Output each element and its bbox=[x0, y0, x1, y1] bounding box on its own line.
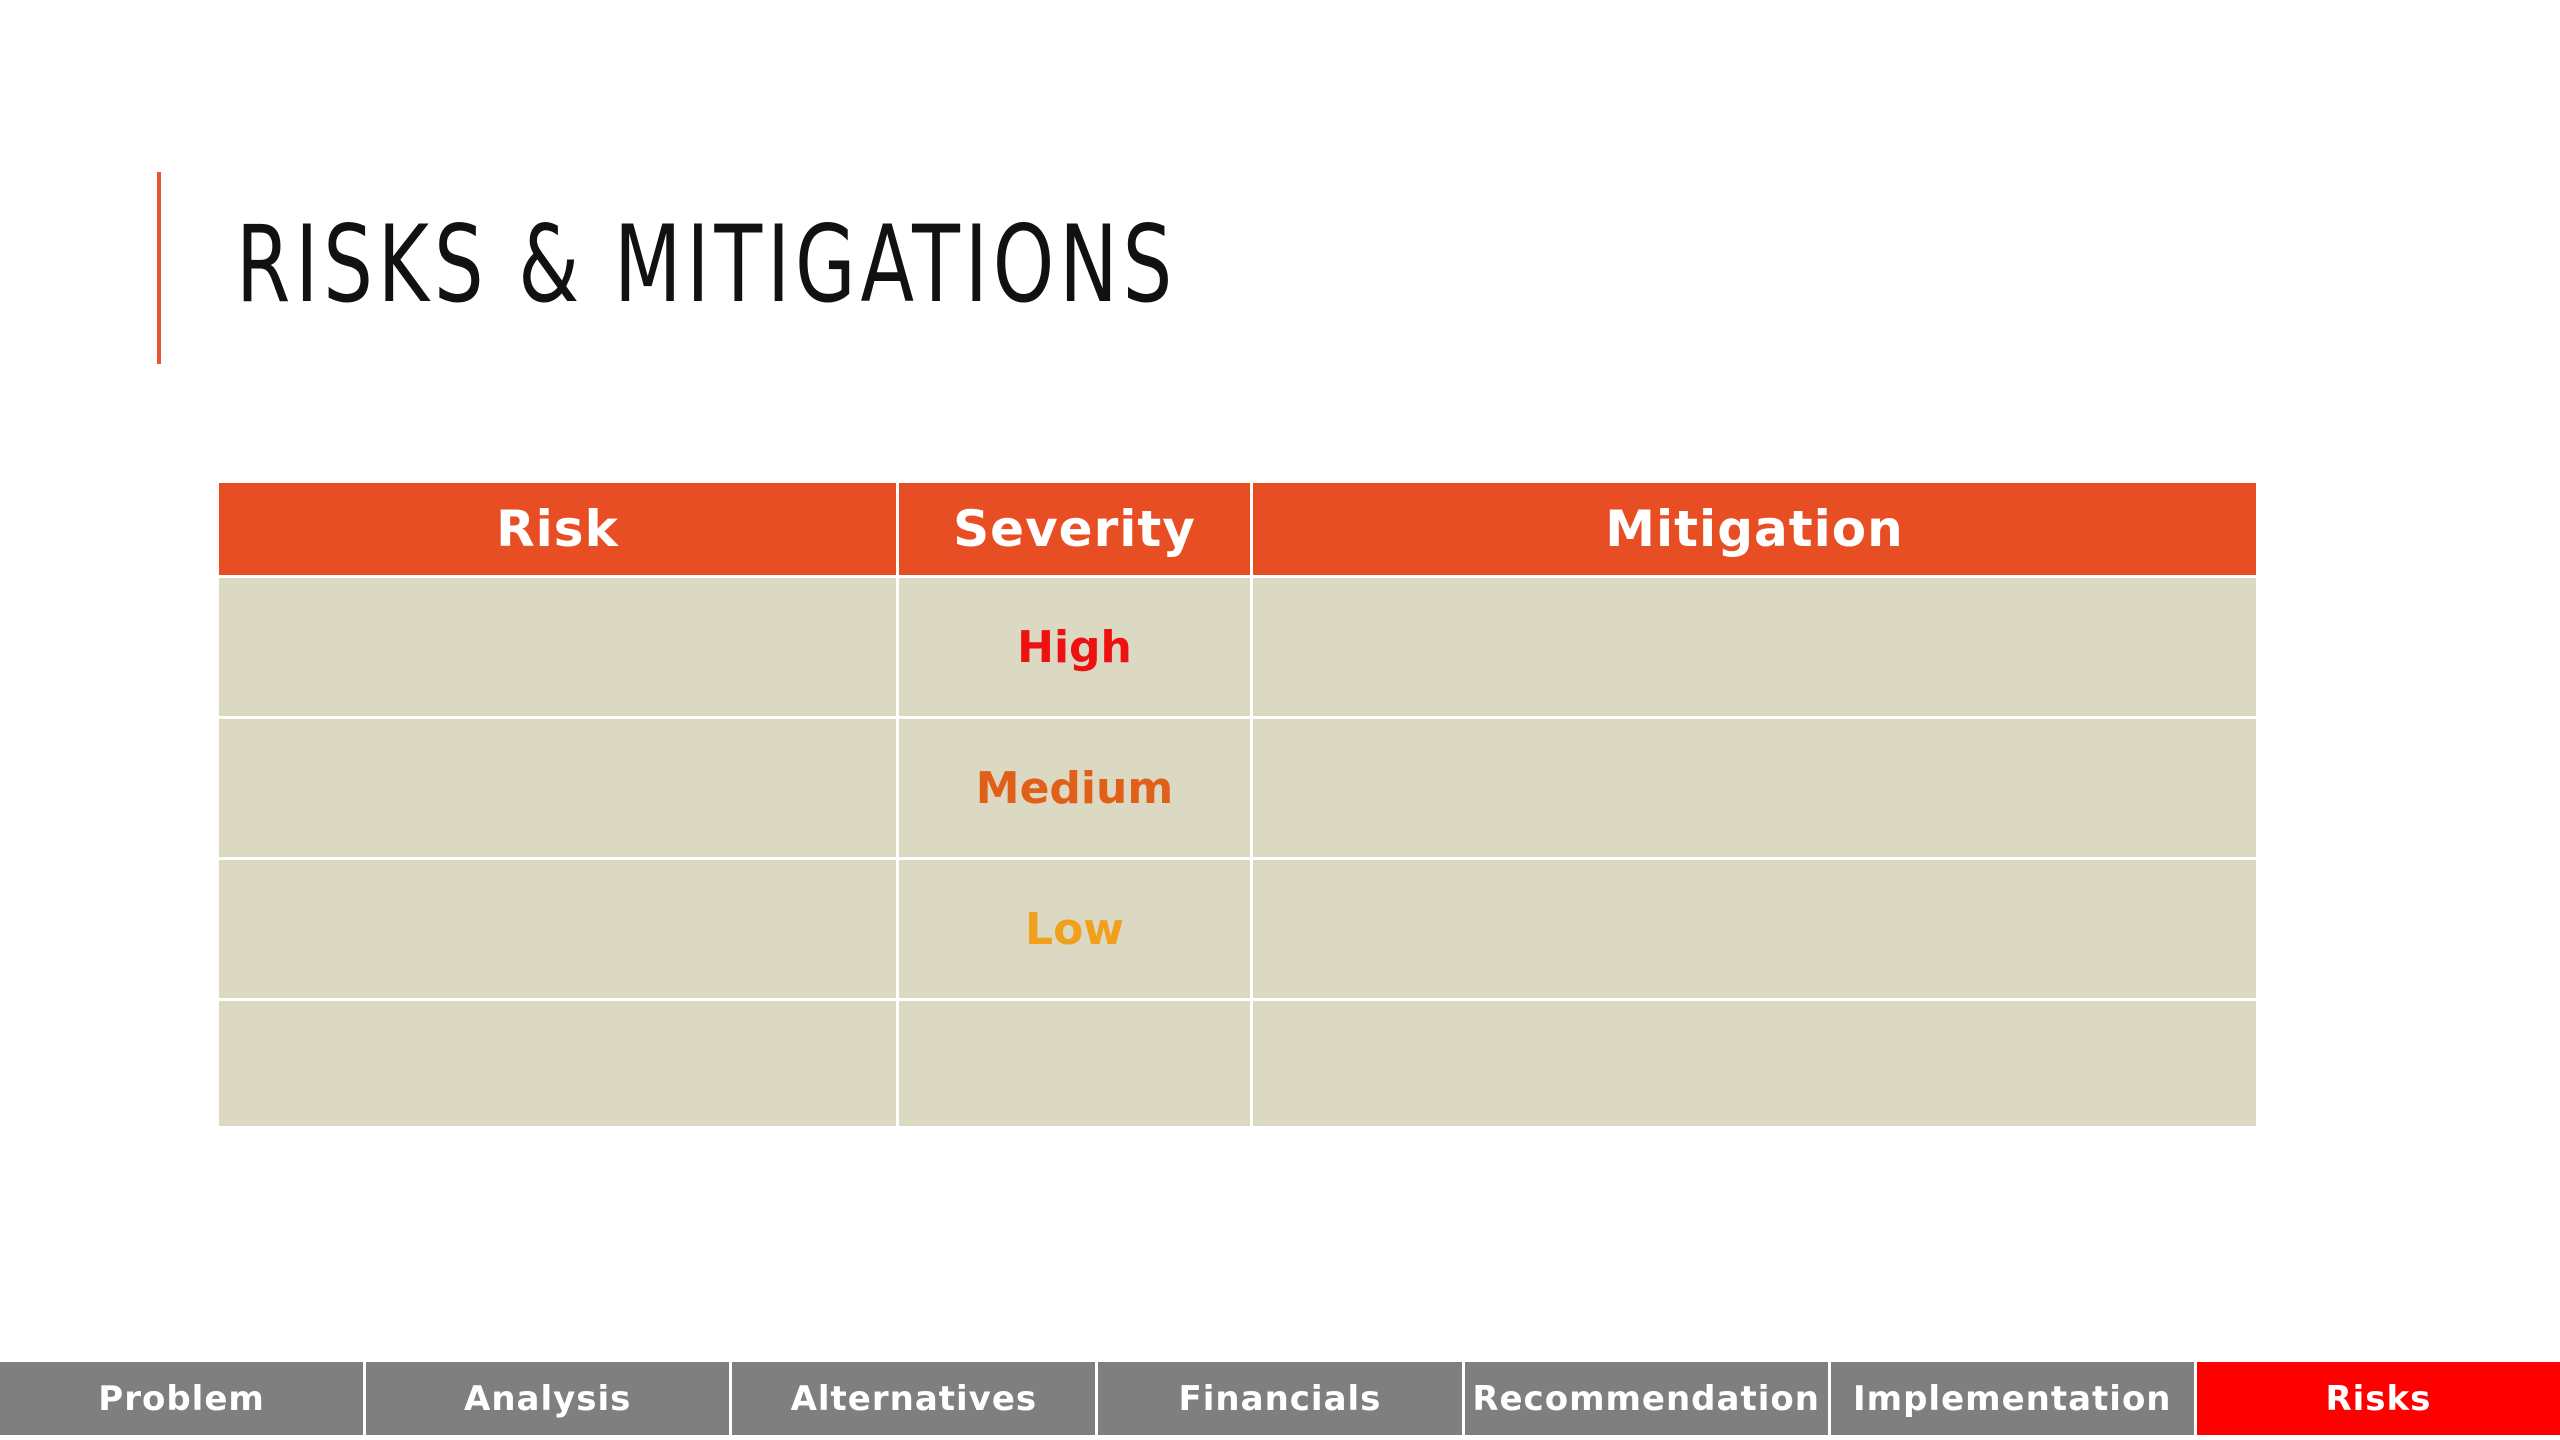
table-row bbox=[218, 577, 2258, 718]
nav-tab-risks[interactable]: Risks bbox=[2197, 1362, 2560, 1435]
title-accent-bar bbox=[157, 172, 161, 364]
risk-table bbox=[216, 480, 2259, 1129]
severity-cell[interactable]: High bbox=[898, 577, 1252, 718]
mitigation-cell[interactable] bbox=[1252, 859, 2258, 1000]
risk-cell[interactable] bbox=[218, 859, 898, 1000]
nav-tab-financials[interactable]: Financials bbox=[1098, 1362, 1464, 1435]
nav-tab-analysis[interactable]: Analysis bbox=[366, 1362, 732, 1435]
section-nav-bar bbox=[0, 1362, 2560, 1435]
nav-tab-alternatives[interactable]: Alternatives bbox=[732, 1362, 1098, 1435]
mitigation-cell[interactable] bbox=[1252, 718, 2258, 859]
nav-tab-problem[interactable]: Problem bbox=[0, 1362, 366, 1435]
mitigation-cell[interactable] bbox=[1252, 1000, 2258, 1128]
severity-cell[interactable]: Low bbox=[898, 859, 1252, 1000]
table-row bbox=[218, 1000, 2258, 1128]
column-header-mitigation: Mitigation bbox=[1252, 482, 2258, 577]
table-header-row bbox=[218, 482, 2258, 577]
risk-cell[interactable] bbox=[218, 577, 898, 718]
table-row bbox=[218, 859, 2258, 1000]
table-row bbox=[218, 718, 2258, 859]
column-header-risk: Risk bbox=[218, 482, 898, 577]
column-header-severity: Severity bbox=[898, 482, 1252, 577]
nav-tab-implementation[interactable]: Implementation bbox=[1831, 1362, 2197, 1435]
risk-cell[interactable] bbox=[218, 1000, 898, 1128]
nav-tab-recommendation[interactable]: Recommendation bbox=[1465, 1362, 1831, 1435]
slide-title: RISKS & MITIGATIONS bbox=[236, 203, 1178, 326]
severity-cell[interactable] bbox=[898, 1000, 1252, 1128]
mitigation-cell[interactable] bbox=[1252, 577, 2258, 718]
risk-cell[interactable] bbox=[218, 718, 898, 859]
severity-cell[interactable]: Medium bbox=[898, 718, 1252, 859]
